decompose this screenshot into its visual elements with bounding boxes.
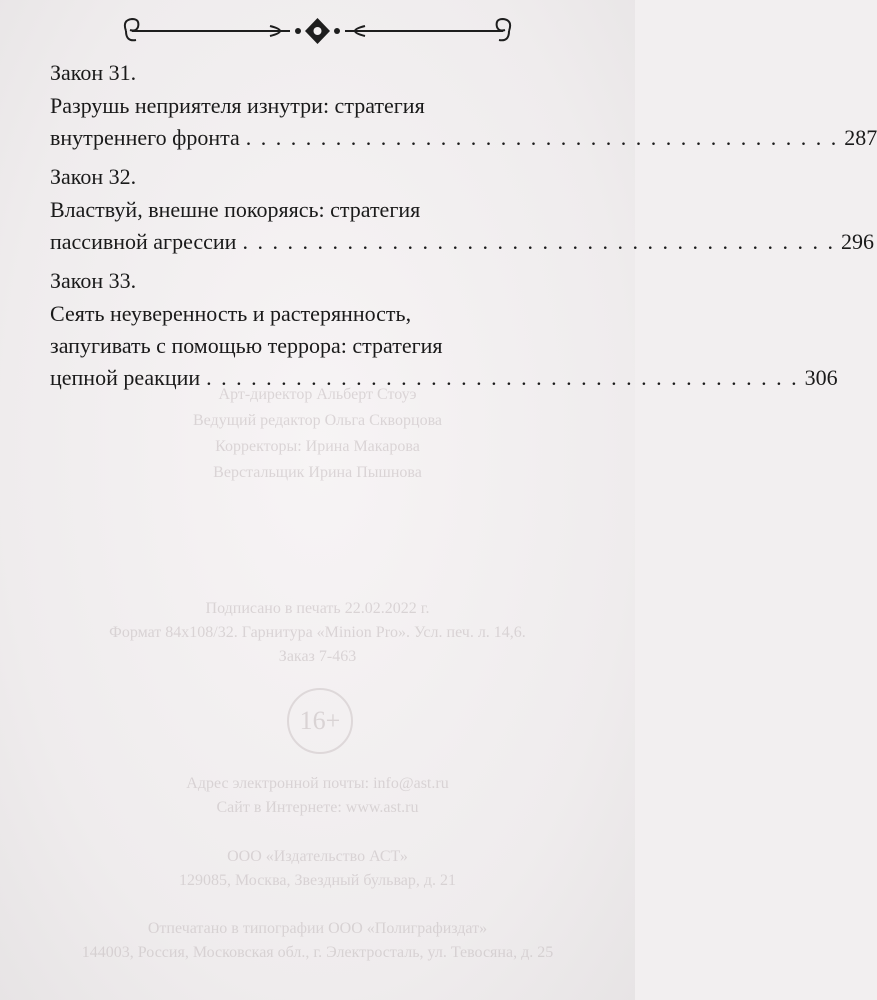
- ghost-line: 144003, Россия, Московская обл., г. Электросталь, ул. Тевосяна, д. 25: [81, 944, 554, 961]
- ghost-line: Корректоры: Ирина Макарова: [215, 438, 420, 455]
- ghost-line: Отпечатано в типографии ООО «Полиграфиздат»: [147, 920, 488, 937]
- dot-leader: . . . . . . . . . . . . . . . . . . . . . . . . . . . . . . . . . . . . . . . .: [245, 125, 839, 150]
- ghost-line: 129085, Москва, Звездный бульвар, д. 21: [178, 872, 457, 889]
- toc-entry-law-31[interactable]: [50, 58, 877, 154]
- ghost-line: Сайт в Интернете: www.ast.ru: [216, 799, 419, 816]
- entry-title-last-line: [50, 362, 838, 394]
- dot-leader: . . . . . . . . . . . . . . . . . . . . . . . . . . . . . . . . . . . . . . . .: [206, 365, 799, 390]
- table-of-contents: [50, 58, 877, 402]
- entry-title-last-line: [50, 226, 874, 258]
- entry-title-line: Властвуй, внешне покоряясь: стратегия: [50, 197, 421, 222]
- entry-title-text: внутреннего фронта: [50, 125, 240, 150]
- page-number: 296: [840, 229, 874, 254]
- law-number: Закон 33.: [50, 268, 137, 293]
- entry-title-last-line: [50, 122, 877, 154]
- page-number: 306: [804, 365, 838, 390]
- ghost-line: Подписано в печать 22.02.2022 г.: [205, 600, 430, 617]
- entry-title-line: Сеять неуверенность и растерянность,: [50, 301, 412, 326]
- dot-leader: . . . . . . . . . . . . . . . . . . . . . . . . . . . . . . . . . . . . . . . .: [242, 229, 835, 254]
- ghost-line: Ведущий редактор Ольга Скворцова: [192, 412, 443, 429]
- entry-title-text: пассивной агрессии: [50, 229, 237, 254]
- page-number: 287: [844, 125, 877, 150]
- ghost-line: Верстальщик Ирина Пышнова: [213, 464, 422, 481]
- law-number: Закон 32.: [50, 164, 137, 189]
- entry-title-text: цепной реакции: [50, 365, 201, 390]
- entry-title-line: запугивать с помощью террора: стратегия: [50, 333, 443, 358]
- ghost-line: ООО «Издательство АСТ»: [227, 848, 408, 865]
- ghost-line: Адрес электронной почты: info@ast.ru: [186, 775, 449, 792]
- ghost-line: Формат 84х108/32. Гарнитура «Minion Pro». Усл. печ. л. 14,6.: [109, 624, 526, 641]
- ghost-line: Арт-директор Альберт Стоуэ: [218, 386, 417, 403]
- decorative-header-ornament-icon: [120, 14, 515, 48]
- entry-title-line: Разрушь неприятеля изнутри: стратегия: [50, 93, 425, 118]
- law-number: Закон 31.: [50, 60, 137, 85]
- toc-entry-law-33[interactable]: [50, 266, 838, 394]
- toc-entry-law-32[interactable]: [50, 162, 874, 258]
- ghost-line: Заказ 7-463: [278, 648, 357, 665]
- age-rating-badge: 16+: [287, 688, 353, 754]
